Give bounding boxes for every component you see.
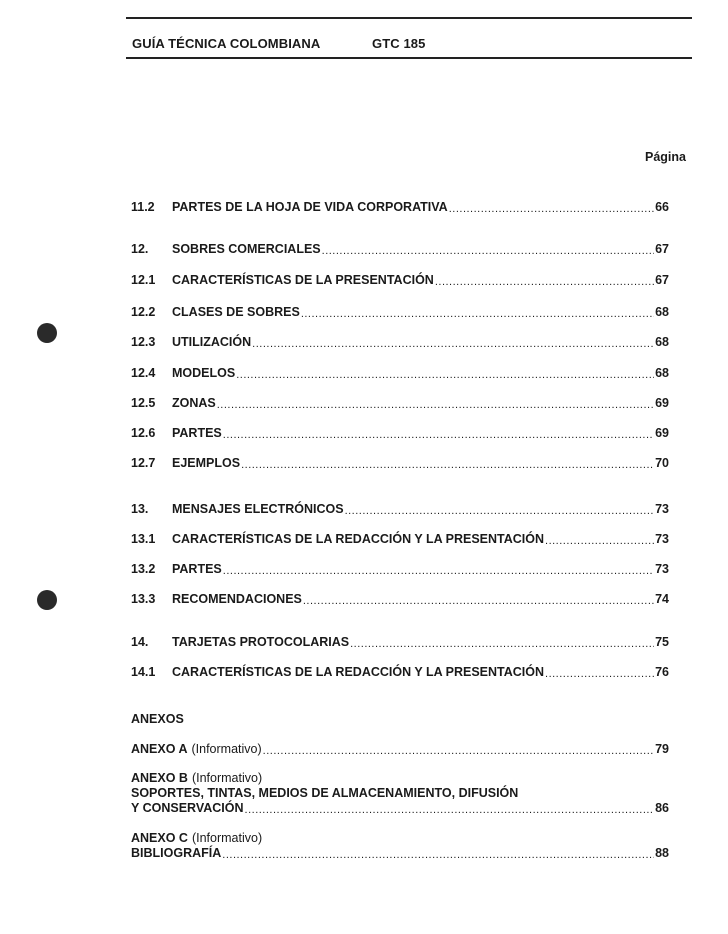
toc-entry [131, 635, 669, 650]
leader-dots [241, 457, 654, 470]
punch-hole-icon [37, 323, 57, 343]
header-bottom-rule [126, 57, 692, 59]
toc-entry-number: 13.3 [131, 592, 156, 606]
annex-page: 88 [655, 846, 669, 860]
annex-label: ANEXO B [131, 771, 188, 785]
toc-entry [131, 562, 669, 577]
leader-dots [301, 306, 654, 319]
toc-entry-page: 74 [655, 592, 669, 606]
page-header [132, 36, 426, 51]
toc-entry-number: 12.3 [131, 335, 156, 349]
toc-entry-title: CARACTERÍSTICAS DE LA PRESENTACIÓN [172, 273, 434, 287]
toc-entry-page: 69 [655, 396, 669, 410]
annex-note: (Informativo) [191, 771, 263, 785]
leader-dots [217, 397, 654, 410]
toc-entry-title: UTILIZACIÓN [172, 335, 252, 349]
toc-entry-number: 12.4 [131, 366, 156, 380]
leader-dots [303, 593, 654, 606]
toc-entry-title: MODELOS [172, 366, 236, 380]
leader-dots [345, 503, 655, 516]
leader-dots [245, 802, 655, 815]
toc-entry-title: MENSAJES ELECTRÓNICOS [172, 502, 344, 516]
toc-entry [131, 502, 669, 517]
toc-entry [131, 305, 669, 320]
leader-dots [449, 201, 654, 214]
toc-entry [131, 592, 669, 607]
annex-label: ANEXO C [131, 831, 188, 845]
toc-entry-page: 76 [655, 665, 669, 679]
toc-entry-page: 73 [655, 502, 669, 516]
annex-entry-b [131, 771, 669, 816]
toc-entry-number: 14.1 [131, 665, 156, 679]
toc-entry-title: PARTES [172, 426, 222, 440]
toc-entry-page: 68 [655, 305, 669, 319]
toc-entry-page: 67 [655, 242, 669, 256]
toc-entry-title: CARACTERÍSTICAS DE LA REDACCIÓN Y LA PRESENTACIÓN [172, 665, 545, 679]
toc-entry-number: 13.2 [131, 562, 156, 576]
toc-entry-page: 70 [655, 456, 669, 470]
toc-entry-number: 13.1 [131, 532, 156, 546]
toc-entry-title: CARACTERÍSTICAS DE LA REDACCIÓN Y LA PRESENTACIÓN [172, 532, 545, 546]
toc-entry-number: 12.2 [131, 305, 156, 319]
toc-entry [131, 273, 669, 288]
leader-dots [545, 533, 654, 546]
toc-entry [131, 396, 669, 411]
leader-dots [223, 427, 654, 440]
annex-note: (Informativo) [191, 742, 262, 756]
toc-entry [131, 200, 669, 215]
annexes-heading: ANEXOS [131, 712, 184, 726]
toc-entry-number: 13. [131, 502, 149, 516]
toc-entry [131, 456, 669, 471]
toc-entry-number: 12.7 [131, 456, 156, 470]
leader-dots [435, 274, 654, 287]
toc-entry-title: TARJETAS PROTOCOLARIAS [172, 635, 350, 649]
header-org: GUÍA TÉCNICA COLOMBIANA [132, 36, 321, 51]
header-top-rule [126, 17, 692, 19]
toc-entry-page: 73 [655, 562, 669, 576]
toc-entry-title: CLASES DE SOBRES [172, 305, 300, 319]
leader-dots [252, 336, 654, 349]
toc-entry-title: EJEMPLOS [172, 456, 241, 470]
toc-entry [131, 665, 669, 680]
toc-entry-page: 75 [655, 635, 669, 649]
annex-title: BIBLIOGRAFÍA [131, 846, 222, 860]
toc-entry-number: 14. [131, 635, 149, 649]
toc-entry-page: 66 [655, 200, 669, 214]
toc-entry-number: 12.6 [131, 426, 156, 440]
toc-entry [131, 242, 669, 257]
toc-entry-number: 12.1 [131, 273, 156, 287]
header-code: GTC 185 [372, 36, 426, 51]
toc-entry [131, 335, 669, 350]
annex-page: 86 [655, 801, 669, 815]
annex-entry-c [131, 831, 669, 861]
leader-dots [222, 847, 654, 860]
toc-entry-title: RECOMENDACIONES [172, 592, 302, 606]
leader-dots [263, 743, 654, 756]
pagina-column-label: Página [645, 150, 686, 164]
toc-entry-page: 68 [655, 366, 669, 380]
toc-entry [131, 532, 669, 547]
toc-entry-page: 68 [655, 335, 669, 349]
toc-entry-title: ZONAS [172, 396, 216, 410]
annex-page: 79 [655, 742, 669, 756]
leader-dots [236, 367, 654, 380]
toc-entry-title: PARTES [172, 562, 222, 576]
leader-dots [350, 636, 654, 649]
toc-entry-number: 11.2 [131, 200, 155, 214]
toc-entry-title: SOBRES COMERCIALES [172, 242, 321, 256]
toc-entry [131, 426, 669, 441]
toc-entry-title: PARTES DE LA HOJA DE VIDA CORPORATIVA [172, 200, 448, 214]
leader-dots [545, 666, 654, 679]
annex-title: SOPORTES, TINTAS, MEDIOS DE ALMACENAMIENTO, DIFUSIÓN [131, 786, 519, 800]
toc-entry-number: 12.5 [131, 396, 156, 410]
annex-note: (Informativo) [191, 831, 263, 845]
leader-dots [322, 243, 654, 256]
leader-dots [223, 563, 654, 576]
punch-hole-icon [37, 590, 57, 610]
toc-entry-page: 67 [655, 273, 669, 287]
toc-entry-page: 69 [655, 426, 669, 440]
annex-title: Y CONSERVACIÓN [131, 801, 244, 815]
toc-entry-page: 73 [655, 532, 669, 546]
toc-entry-number: 12. [131, 242, 149, 256]
toc-entry [131, 366, 669, 381]
annex-label: ANEXO A [131, 742, 188, 756]
annex-entry-a [131, 742, 669, 757]
